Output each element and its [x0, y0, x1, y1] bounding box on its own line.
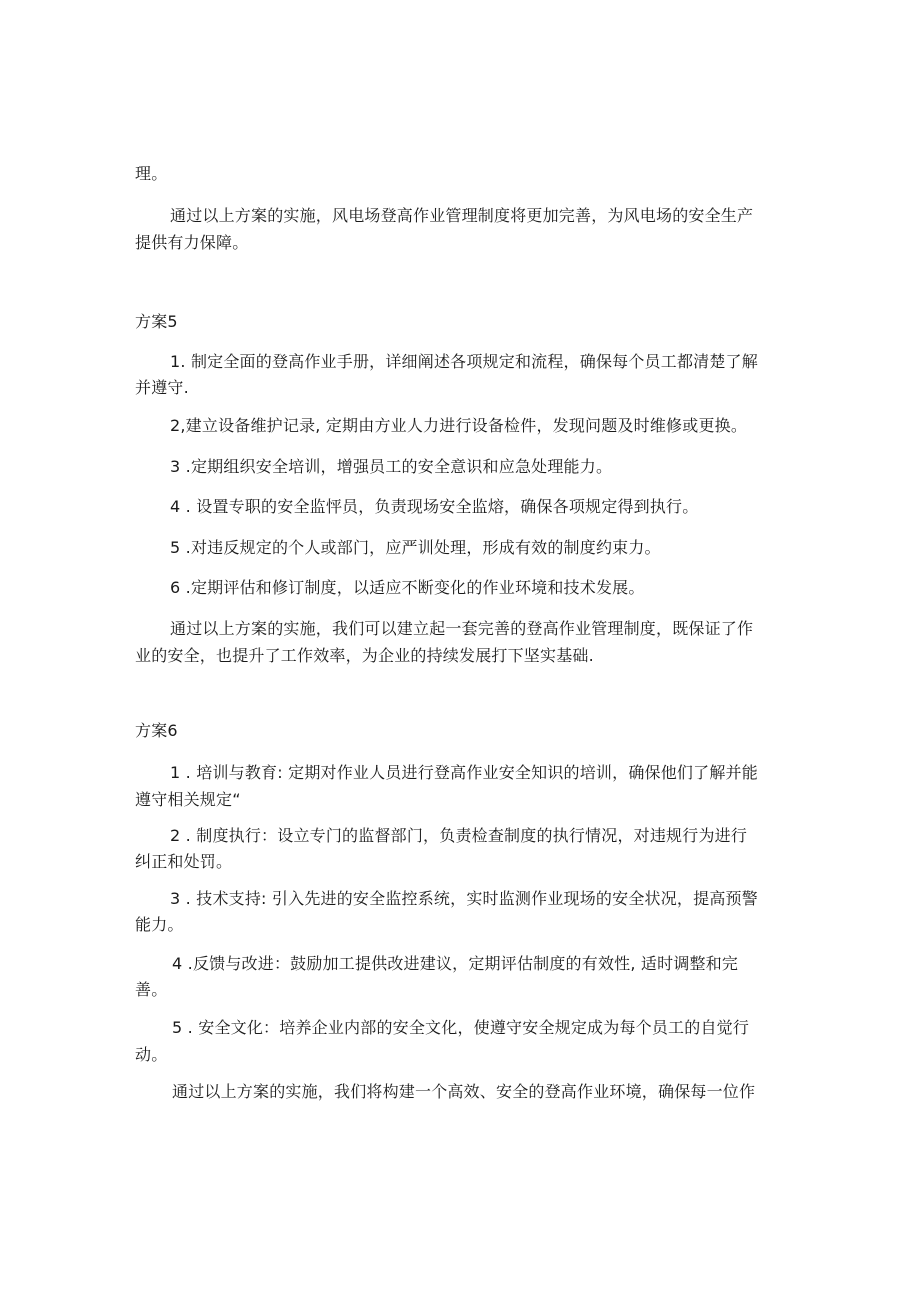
plan5-item1-line-2: 并遵守.: [135, 378, 189, 397]
plan5-heading: 方案5: [135, 312, 178, 331]
plan6-heading: 方案6: [135, 721, 178, 740]
plan6-item3-line-1: 3 . 技术支持: 引入先进的安全监控系统，实时监测作业现场的安全状况，提高预警: [170, 889, 758, 908]
plan6-item2-line-1: 2 . 制度执行：设立专门的监督部门，负责检查制度的执行情况，对违规行为进行: [170, 826, 748, 845]
plan5-conclusion-line-1: 通过以上方案的实施，我们可以建立起一套完善的登高作业管理制度，既保证了作: [170, 619, 754, 638]
plan6-conclusion-line-1: 通过以上方案的实施，我们将构建一个高效、安全的登高作业环境，确保每一位作: [172, 1082, 756, 1101]
plan6-item5-line-1: 5 . 安全文化：培养企业内部的安全文化，使遵守安全规定成为每个员工的自觉行: [172, 1018, 750, 1037]
plan6-item1-line-2: 遵守相关规定“: [135, 790, 241, 809]
intro-line-tail: 理。: [135, 164, 168, 183]
plan5-item4: 4 . 设置专职的安全监怦员，负责现场安全监熔，确保各项规定得到执行。: [170, 497, 699, 516]
intro-conclusion-line-2: 提供有力保障。: [135, 233, 249, 252]
plan6-item4-line-2: 善。: [135, 980, 168, 999]
plan6-item4-line-1: 4 .反馈与改进：鼓励加工提供改进建议，定期评估制度的有效性, 适时调整和完: [172, 954, 739, 973]
intro-conclusion-line-1: 通过以上方案的实施，风电场登高作业管理制度将更加完善，为风电场的安全生产: [170, 206, 754, 225]
plan5-conclusion-line-2: 业的安全，也提升了工作效率，为企业的持续发展打下坚实基础.: [135, 646, 594, 665]
plan5-item1-line-1: 1. 制定全面的登高作业手册，详细阐述各项规定和流程，确保每个员工都清楚了解: [170, 352, 758, 371]
plan5-item3: 3 .定期组织安全培训，增强员工的安全意识和应急处理能力。: [170, 457, 613, 476]
plan5-item5: 5 .对违反规定的个人或部门，应严训处理，形成有效的制度约束力。: [170, 538, 661, 557]
plan6-item5-line-2: 动。: [135, 1045, 168, 1064]
plan6-item1-line-1: 1 . 培训与教育: 定期对作业人员进行登高作业安全知识的培训，确保他们了解并能: [170, 763, 758, 782]
plan5-item6: 6 .定期评估和修订制度，以适应不断变化的作业环境和技术发展。: [170, 578, 645, 597]
plan6-item3-line-2: 能力。: [135, 915, 184, 934]
plan6-item2-line-2: 纠正和处罚。: [135, 852, 233, 871]
plan5-item2: 2,建立设备维护记录, 定期由方业人力进行设备检件，发现问题及时维修或更换。: [170, 416, 748, 435]
